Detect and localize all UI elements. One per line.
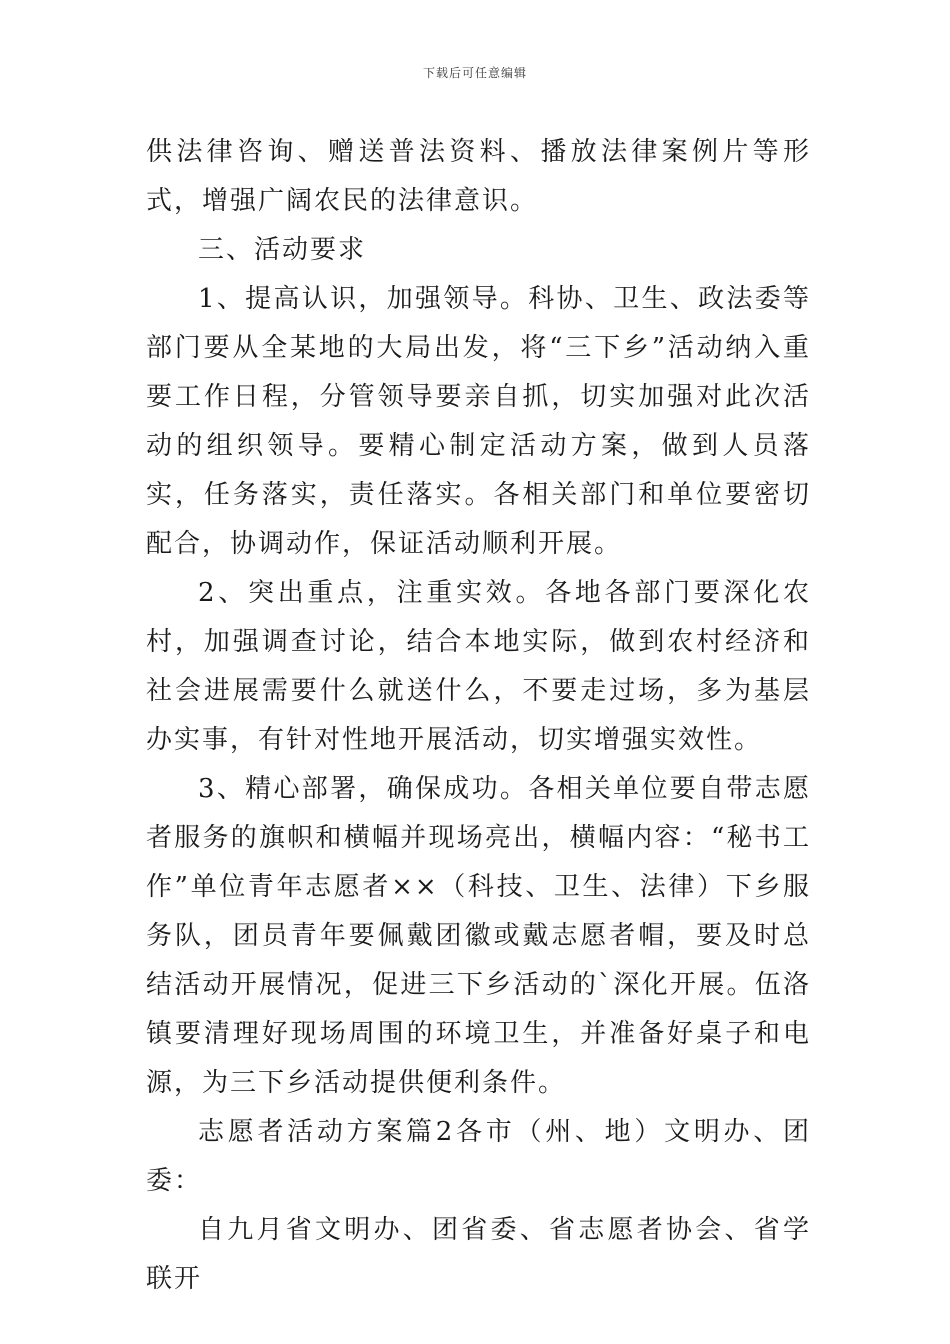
paragraph-legal-intro: 供法律咨询、赠送普法资料、播放法律案例片等形式，增强广阔农民的法律意识。 — [146, 137, 811, 216]
section-heading-activity-requirements: 三、活动要求 — [198, 235, 367, 265]
document-body — [146, 128, 811, 1304]
paragraph-requirement-2: 2、突出重点，注重实效。各地各部门要深化农村，加强调查讨论，结合本地实际，做到农村经济和社会进展需要什么就送什么，不要走过场，多为基层办实事，有针对性地开展活动，切实增强实效性。 — [146, 578, 811, 755]
paragraph-plan-2-body: 自九月省文明办、团省委、省志愿者协会、省学联开 — [146, 1215, 811, 1294]
page-header: 下载后可任意编辑 — [422, 66, 527, 80]
paragraph-requirement-3: 3、精心部署，确保成功。各相关单位要自带志愿者服务的旗帜和横幅并现场亮出，横幅内容：“秘书工作”单位青年志愿者××（科技、卫生、法律）下乡服务队，团员青年要佩戴团徽或戴志愿者帽，要及时总结活动开展情况，促进三下乡活动的`深化开展。伍洛镇要清理好现场周围的环境卫生，并准备好桌子和电源，为三下乡活动提供便利条件。 — [146, 774, 811, 1098]
paragraph-requirement-1: 1、提高认识，加强领导。科协、卫生、政法委等部门要从全某地的大局出发，将“三下乡”活动纳入重要工作日程，分管领导要亲自抓，切实加强对此次活动的组织领导。要精心制定活动方案，做到人员落实，任务落实，责任落实。各相关部门和单位要密切配合，协调动作，保证活动顺利开展。 — [146, 284, 811, 559]
paragraph-plan-2-heading: 志愿者活动方案篇2各市（州、地）文明办、团委： — [146, 1117, 811, 1196]
